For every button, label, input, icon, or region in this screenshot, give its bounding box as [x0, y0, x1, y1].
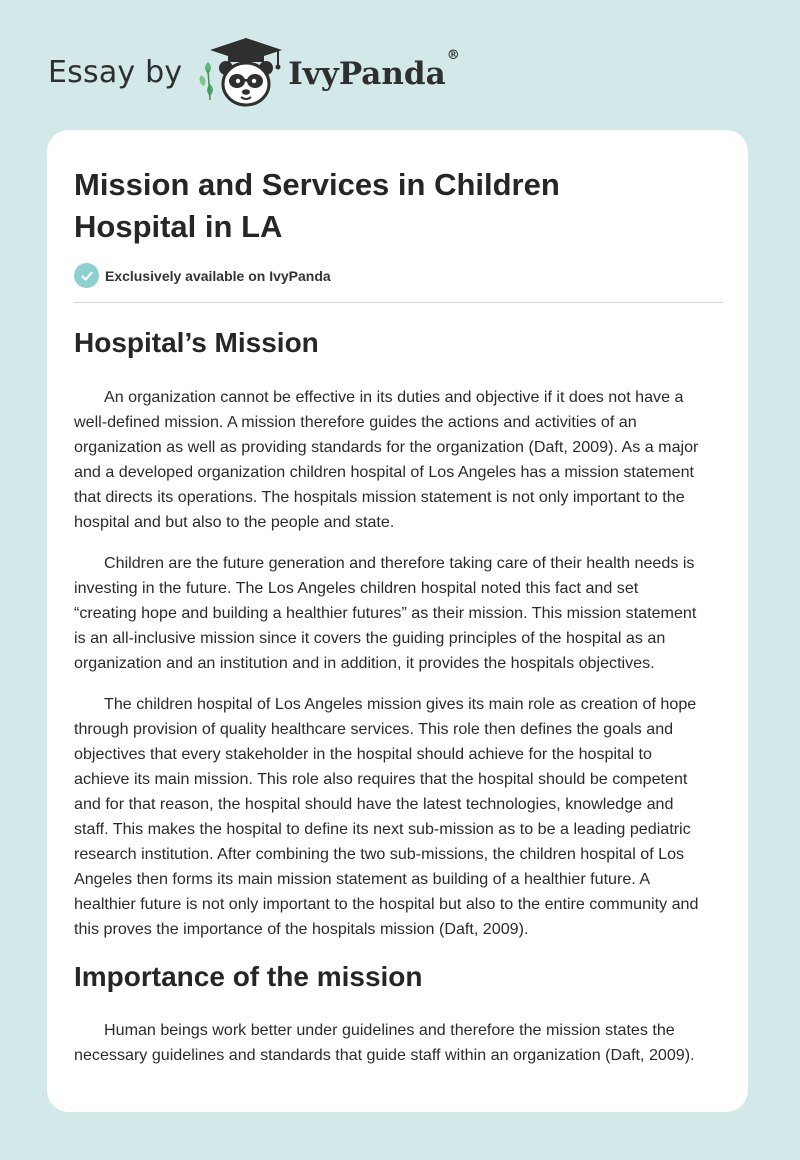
- essay-card: [47, 130, 748, 1112]
- title-divider: [74, 302, 723, 303]
- essay-title: Mission and Services in Children Hospital in LA: [74, 167, 560, 244]
- section-heading-hospitals-mission: Hospital’s Mission: [74, 327, 319, 358]
- registered-mark: ®: [446, 47, 460, 63]
- paragraph: The children hospital of Los Angeles mission gives its main role as creation of hope through provision of quality healthcare services. This role then defines the goals and objectives that every stakeholder in the hospital should achieve for the hospital to achieve its main mission. This role also requires that the hospital should be competent and for that reason, the hospital should have the latest technologies, knowledge and staff. This makes the hospital to define its next sub-mission as to be a leading pediatric research institution. After combining the two sub-missions, the children hospital of Los Angeles then forms its main mission statement as building of a healthier future. A healthier future is not only important to the hospital but also to the entire community and this proves the importance of the hospitals mission (Daft, 2009).: [74, 695, 699, 938]
- exclusive-badge-text: Exclusively available on IvyPanda: [105, 267, 331, 284]
- exclusive-badge: [74, 263, 331, 288]
- ivypanda-logo-icon[interactable]: [198, 34, 284, 110]
- section-heading-importance-of-mission: Importance of the mission: [74, 961, 423, 992]
- paragraph: Children are the future generation and therefore taking care of their health needs is investing in the future. The Los Angeles children hospital noted this fact and set “creating hope and building a healthier futures” as their mission. This mission statement is an all-inclusive mission since it covers the guiding principles of the hospital as an organization and an institution and in addition, it provides the hospitals objectives.: [74, 554, 697, 672]
- paragraph: Human beings work better under guidelines and therefore the mission states the necessary guidelines and standards that guide staff within an organization (Daft, 2009).: [74, 1021, 695, 1064]
- site-header: [48, 34, 460, 110]
- check-icon: [74, 263, 99, 288]
- brand-name[interactable]: IvyPanda®: [288, 47, 460, 92]
- essay-by-label: Essay by: [48, 54, 183, 90]
- paragraph: An organization cannot be effective in its duties and objective if it does not have a well-defined mission. A mission therefore guides the actions and activities of an organization as well as providing standards for the organization (Daft, 2009). As a major and a developed organization children hospital of Los Angeles has a mission statement that directs its operations. The hospitals mission statement is not only important to the hospital and but also to the people and state.: [74, 388, 699, 531]
